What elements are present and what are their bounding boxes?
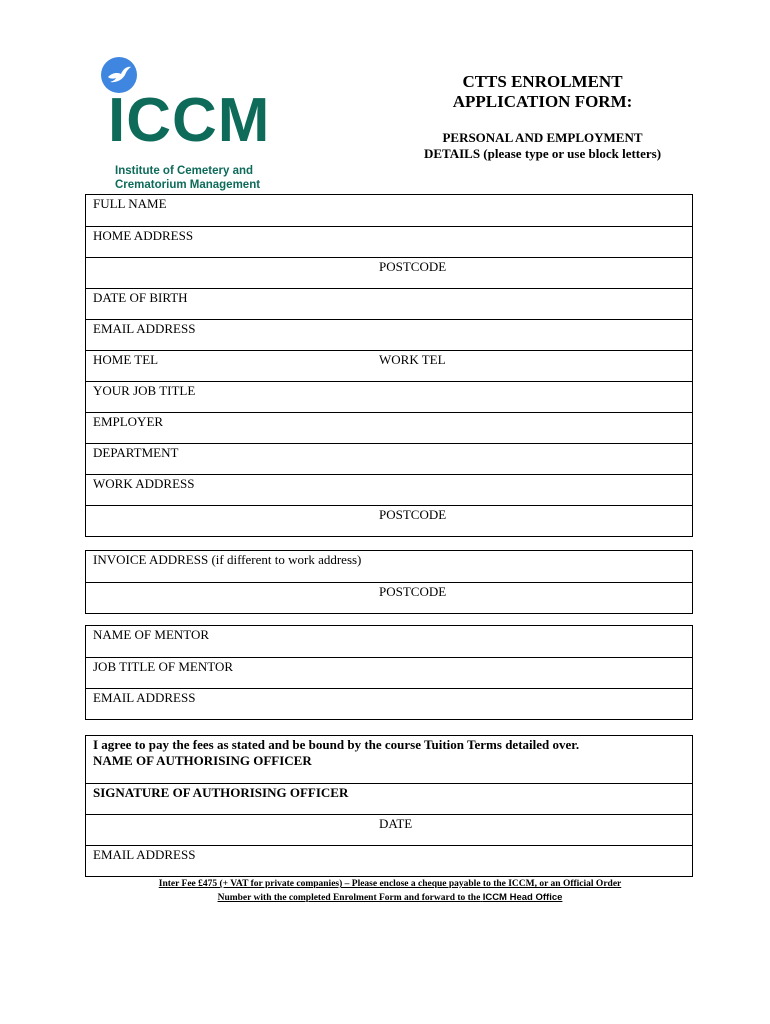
- work-tel-label: WORK TEL: [379, 352, 446, 367]
- date-field[interactable]: DATE: [86, 814, 692, 845]
- mentor-name-field[interactable]: NAME OF MENTOR: [93, 627, 210, 642]
- mentor-email-field[interactable]: EMAIL ADDRESS: [86, 688, 692, 719]
- invoice-table: [85, 550, 693, 614]
- department-field[interactable]: DEPARTMENT: [86, 443, 692, 474]
- officer-name-label: NAME OF AUTHORISING OFFICER: [93, 753, 312, 768]
- employer-field[interactable]: EMPLOYER: [86, 412, 692, 443]
- mentor-job-title-field[interactable]: JOB TITLE OF MENTOR: [86, 657, 692, 688]
- invoice-address-field[interactable]: INVOICE ADDRESS (if different to work address): [93, 552, 362, 567]
- home-tel-label: HOME TEL: [93, 352, 159, 367]
- signature-field[interactable]: SIGNATURE OF AUTHORISING OFFICER: [86, 783, 692, 814]
- logo-subtitle: Institute of Cemetery and Crematorium Management: [115, 165, 261, 191]
- mentor-table: [85, 625, 693, 720]
- agree-statement: I agree to pay the fees as stated and be bound by the course Tuition Terms detailed over.: [93, 737, 580, 752]
- job-title-field[interactable]: YOUR JOB TITLE: [86, 381, 692, 412]
- authorising-officer-field[interactable]: [86, 736, 692, 783]
- home-address-field[interactable]: HOME ADDRESS: [86, 226, 692, 257]
- officer-email-field[interactable]: EMAIL ADDRESS: [86, 845, 692, 876]
- work-postcode-field[interactable]: POSTCODE: [86, 505, 692, 536]
- email-field[interactable]: EMAIL ADDRESS: [86, 319, 692, 350]
- home-postcode-field[interactable]: POSTCODE: [86, 257, 692, 288]
- invoice-postcode-field[interactable]: POSTCODE: [86, 582, 692, 613]
- authorisation-table: [85, 735, 693, 877]
- tel-field[interactable]: [86, 350, 692, 381]
- work-address-field[interactable]: WORK ADDRESS: [86, 474, 692, 505]
- subtitle-line2: DETAILS (please type or use block letters): [423, 146, 662, 161]
- form-title: [400, 72, 685, 162]
- title-line2: APPLICATION FORM:: [452, 92, 633, 111]
- dob-field[interactable]: DATE OF BIRTH: [86, 288, 692, 319]
- fee-footer-note: Inter Fee £475 (+ VAT for private companies) – Please enclose a cheque payable to the ICCM, or an Official Order Number with the completed Enrolment Form and forward to the ICCM Head Office: [158, 879, 622, 903]
- iccm-logo: [100, 56, 310, 192]
- subtitle-line1: PERSONAL AND EMPLOYMENT: [442, 130, 643, 145]
- logo-wordmark: ICCM: [108, 86, 271, 155]
- full-name-field[interactable]: FULL NAME: [93, 196, 167, 211]
- personal-details-table: [85, 194, 693, 537]
- title-line1: CTTS ENROLMENT: [462, 72, 623, 91]
